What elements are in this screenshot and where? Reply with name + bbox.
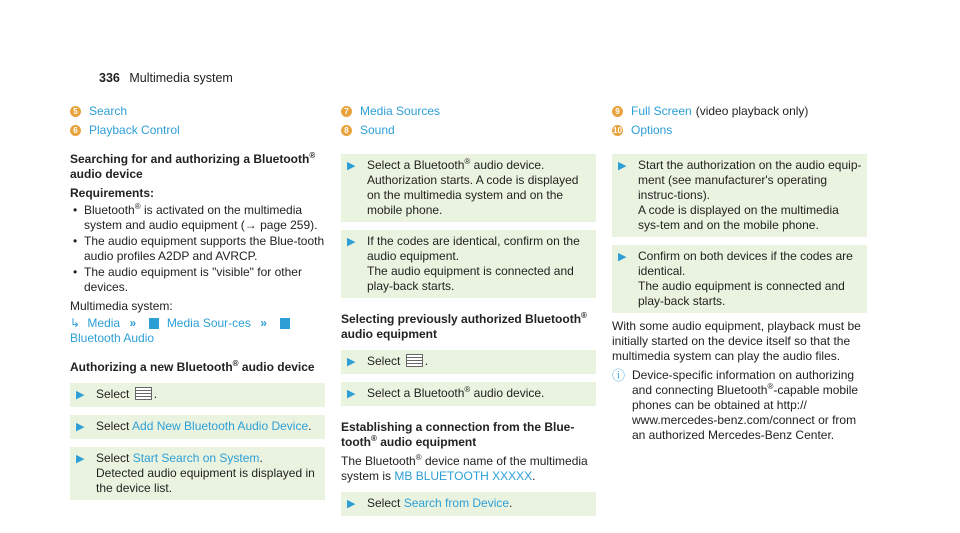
menu-list-icon — [135, 387, 152, 400]
section-heading-establish: Establishing a connection from the Blue-tooth® audio equipment — [341, 420, 575, 449]
requirements-label: Requirements: — [70, 186, 155, 200]
device-name-link: MB BLUETOOTH XXXXX — [394, 469, 533, 483]
play-arrow-icon: ▶ — [347, 388, 356, 400]
legend-number-badge: 9 — [612, 106, 623, 117]
menu-list-icon — [406, 354, 423, 367]
bluetooth-audio-icon — [280, 318, 290, 329]
play-arrow-icon: ▶ — [347, 498, 356, 510]
play-arrow-icon: ▶ — [76, 389, 85, 401]
play-arrow-icon: ▶ — [347, 160, 356, 172]
legend-number-badge: 10 — [613, 126, 622, 135]
legend-item — [612, 123, 867, 138]
legend-item — [70, 123, 325, 138]
legend-label[interactable]: Sound — [360, 123, 395, 137]
legend-suffix: (video playback only) — [695, 104, 809, 118]
legend-label[interactable]: Full Screen — [631, 104, 692, 118]
device-name-text: The Bluetooth® device name of the multimedia system is MB BLUETOOTH XXXXX. — [341, 453, 588, 483]
playback-paragraph: With some audio equipment, playback must be initially started on the device itself so that the multimedia system can play the audio files. — [612, 319, 861, 363]
play-arrow-icon: ▶ — [618, 251, 627, 263]
play-arrow-icon: ▶ — [347, 236, 356, 248]
instruction-step: ▶ Confirm on both devices if the codes are identical. The audio equipment is connected and play-back starts. — [612, 245, 867, 313]
play-arrow-icon: ▶ — [347, 356, 356, 368]
legend-label[interactable]: Playback Control — [89, 123, 180, 137]
list-item: • The audio equipment supports the Blue-tooth audio profiles A2DP and AVRCP. — [70, 234, 325, 264]
play-arrow-icon: ▶ — [618, 160, 627, 172]
play-arrow-icon: ▶ — [76, 453, 85, 465]
page-number: 336 — [99, 71, 120, 85]
list-item: • The audio equipment is "visible" for other devices. — [70, 265, 325, 295]
menu-path — [70, 316, 325, 346]
instruction-step: ▶ Select . — [70, 383, 325, 407]
section-heading-search: Searching for and authorizing a Bluetooth® audio device — [70, 151, 316, 181]
double-chevron-icon: » — [129, 316, 137, 330]
legend-label[interactable]: Search — [89, 104, 128, 118]
instruction-step: ▶ Start the authorization on the audio equip-ment (see manufacturer's operating instruc-tions). A code is displayed on the multimedia sys-tem and on the mobile phone. — [612, 154, 867, 237]
column-1 — [70, 104, 325, 500]
column-2 — [341, 104, 596, 516]
media-sources-icon — [149, 318, 159, 329]
instruction-step: ▶ Select Start Search on System. Detected audio equipment is displayed in the device list. — [70, 447, 325, 500]
instruction-step: ▶ If the codes are identical, confirm on the audio equipment. The audio equipment is connected and play-back starts. — [341, 230, 596, 298]
legend-number-badge: 5 — [70, 106, 81, 117]
instruction-step: ▶ Select a Bluetooth® audio device. Authorization starts. A code is displayed on the multimedia system and on the mobile phone. — [341, 154, 596, 222]
info-icon: ⓘ — [612, 368, 626, 383]
search-from-device-link[interactable]: Search from Device — [403, 496, 510, 510]
instruction-step: ▶ Select a Bluetooth® audio device. — [341, 382, 596, 406]
legend-label[interactable]: Media Sources — [360, 104, 441, 118]
legend-item — [341, 123, 596, 138]
path-media[interactable]: Media — [87, 316, 121, 330]
add-device-link[interactable]: Add New Bluetooth Audio Device — [132, 419, 309, 433]
legend-label[interactable]: Options — [631, 123, 673, 137]
page-header — [99, 71, 233, 85]
path-bluetooth-audio[interactable]: Bluetooth Audio — [70, 331, 155, 345]
column-3 — [612, 104, 867, 443]
page-header-title: Multimedia system — [129, 71, 233, 85]
info-note: ⓘ Device-specific information on authorizing and connecting Bluetooth®-capable mobile phones can be obtained at http:// www.mercedes-benz.com/connect or from an authorized Mercedes-Benz Center. — [612, 368, 859, 442]
instruction-step: ▶ Select Search from Device. — [341, 492, 596, 516]
double-chevron-icon: » — [260, 316, 267, 330]
legend-number-badge: 6 — [70, 125, 81, 136]
legend-item — [341, 104, 596, 119]
requirements-list — [70, 203, 325, 295]
legend-item — [612, 104, 867, 119]
instruction-step: ▶ Select Add New Bluetooth Audio Device. — [70, 415, 325, 439]
path-media-sources[interactable]: Media Sour-ces — [166, 316, 251, 330]
multimedia-system-label: Multimedia system: — [70, 299, 173, 313]
start-search-link[interactable]: Start Search on System — [132, 451, 260, 465]
return-arrow-icon: ↳ — [70, 316, 81, 330]
list-item: • Bluetooth® is activated on the multimedia system and audio equipment (→ page 259). — [70, 203, 325, 233]
legend-item — [70, 104, 325, 119]
legend-number-badge: 8 — [341, 125, 352, 136]
section-heading-authorize: Authorizing a new Bluetooth® audio device — [70, 359, 315, 374]
play-arrow-icon: ▶ — [76, 421, 85, 433]
legend-number-badge: 7 — [341, 106, 352, 117]
instruction-step: ▶ Select . — [341, 350, 596, 374]
section-heading-previous: Selecting previously authorized Bluetooth® audio equipment — [341, 311, 587, 341]
